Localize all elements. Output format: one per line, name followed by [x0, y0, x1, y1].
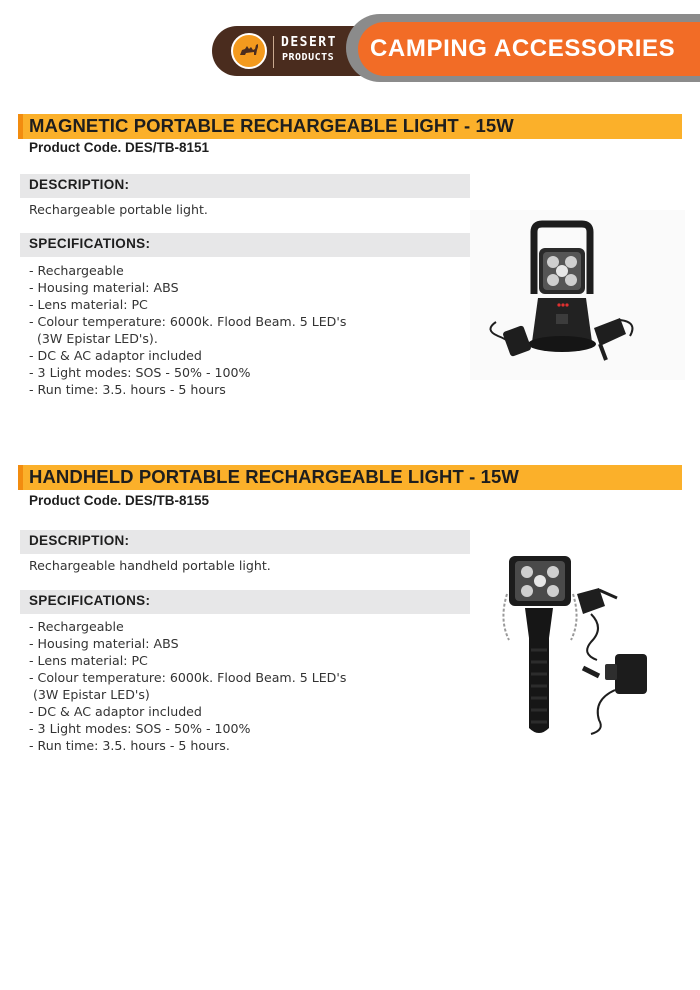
description-label: DESCRIPTION:: [29, 533, 130, 548]
spec-item: - 3 Light modes: SOS - 50% - 100%: [29, 365, 251, 380]
camel-logo-icon: [231, 33, 267, 69]
spec-item: - Housing material: ABS: [29, 280, 179, 295]
brand-name-line1: DESERT: [281, 35, 337, 50]
product-description: Rechargeable handheld portable light.: [29, 558, 271, 573]
spec-item: - Colour temperature: 6000k. Flood Beam. 5 LED's: [29, 314, 347, 329]
specifications-label: SPECIFICATIONS:: [29, 236, 151, 251]
specifications-list: [29, 262, 346, 398]
description-label: DESCRIPTION:: [29, 177, 130, 192]
spec-item: - Rechargeable: [29, 619, 124, 634]
product-description: Rechargeable portable light.: [29, 202, 208, 217]
product-code: Product Code. DES/TB-8151: [29, 140, 210, 155]
spec-item: - 3 Light modes: SOS - 50% - 100%: [29, 721, 251, 736]
spec-item: (3W Epistar LED's).: [29, 331, 158, 346]
spec-item: - Housing material: ABS: [29, 636, 179, 651]
spec-item: - Run time: 3.5. hours - 5 hours: [29, 382, 226, 397]
brand-divider: [273, 36, 274, 68]
spec-item: - Lens material: PC: [29, 297, 148, 312]
specifications-label: SPECIFICATIONS:: [29, 593, 151, 608]
brand-name-line2: PRODUCTS: [282, 52, 335, 63]
magnetic-work-light-icon: [470, 210, 685, 380]
category-title: CAMPING ACCESSORIES: [370, 35, 676, 62]
spec-item: - Rechargeable: [29, 263, 124, 278]
product-code: Product Code. DES/TB-8155: [29, 493, 210, 508]
specifications-list: [29, 618, 346, 754]
spec-item: - Run time: 3.5. hours - 5 hours.: [29, 738, 230, 753]
spec-item: - Colour temperature: 6000k. Flood Beam. 5 LED's: [29, 670, 347, 685]
spec-item: - DC & AC adaptor included: [29, 348, 202, 363]
product-title: HANDHELD PORTABLE RECHARGEABLE LIGHT - 15W: [29, 466, 519, 487]
product-title: MAGNETIC PORTABLE RECHARGEABLE LIGHT - 15W: [29, 115, 514, 136]
handheld-work-light-icon: [495, 550, 665, 745]
spec-item: (3W Epistar LED's): [29, 687, 150, 702]
spec-item: - Lens material: PC: [29, 653, 148, 668]
spec-item: - DC & AC adaptor included: [29, 704, 202, 719]
